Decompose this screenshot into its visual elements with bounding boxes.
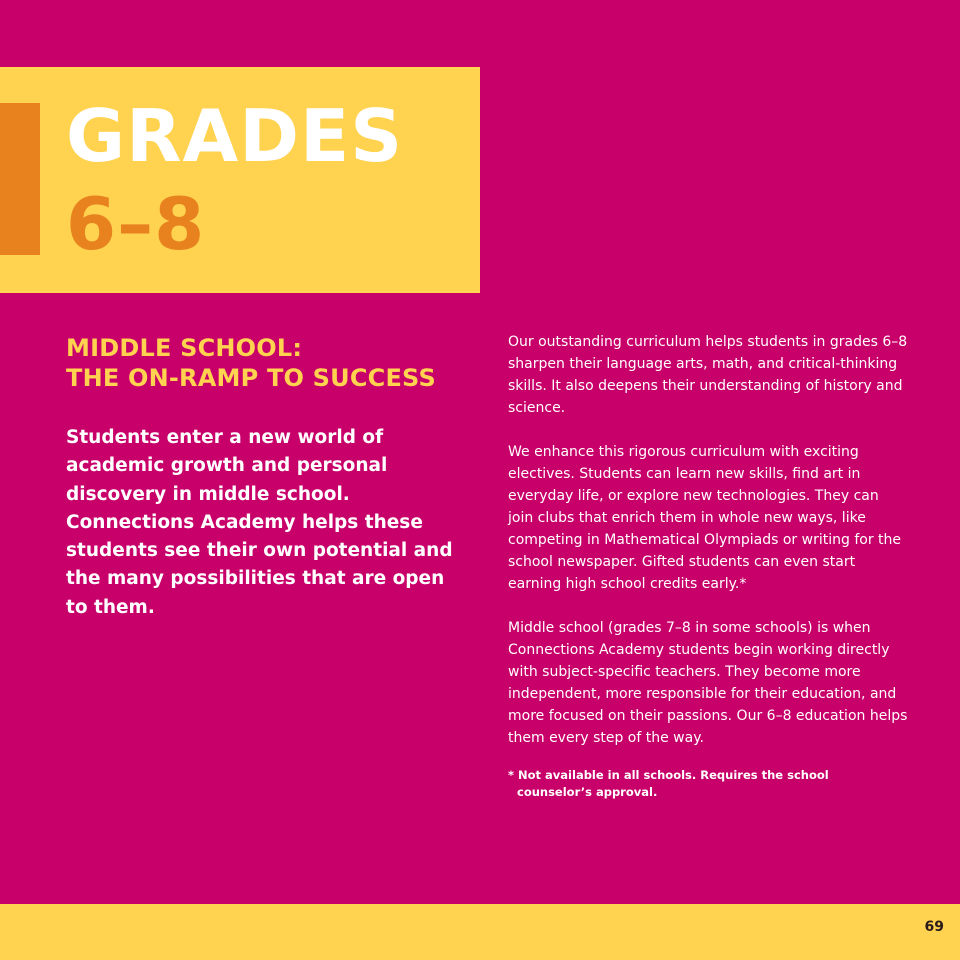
footer-band <box>0 904 960 960</box>
page-title-range: 6–8 <box>66 182 206 266</box>
footnote-line1: * Not available in all schools. Requires the school <box>508 768 829 782</box>
body-paragraph-middle-school: Middle school (grades 7–8 in some schools) is when Connections Academy students begin working directly with subject-specific teachers. They become more independent, more responsible for their education, and more focused on their passions. Our 6–8 education helps them every step of the way. <box>508 620 908 746</box>
page-title-grades: GRADES <box>66 94 404 178</box>
body-column <box>508 331 908 771</box>
title-accent-bar <box>0 103 40 255</box>
section-heading-line1: MIDDLE SCHOOL: <box>66 334 303 362</box>
page-number: 69 <box>924 919 944 935</box>
section-heading <box>66 333 466 393</box>
footnote-line2: counselor’s approval. <box>517 785 658 799</box>
section-heading-line2: THE ON-RAMP TO SUCCESS <box>66 364 436 392</box>
footnote <box>508 767 838 801</box>
body-paragraph-curriculum: Our outstanding curriculum helps students in grades 6–8 sharpen their language arts, math, and critical-thinking skills. It also deepens their understanding of history and science. <box>508 334 908 416</box>
intro-paragraph: Students enter a new world of academic growth and personal discovery in middle school. Connections Academy helps these students see their own potential and the many possibilities that are open to them. <box>66 427 453 618</box>
body-paragraph-electives: We enhance this rigorous curriculum with exciting electives. Students can learn new skills, find art in everyday life, or explore new technologies. They can join clubs that enrich them in whole new ways, like competing in Mathematical Olympiads or writing for the school newspaper. Gifted students can even start earning high school credits early.* <box>508 444 901 592</box>
